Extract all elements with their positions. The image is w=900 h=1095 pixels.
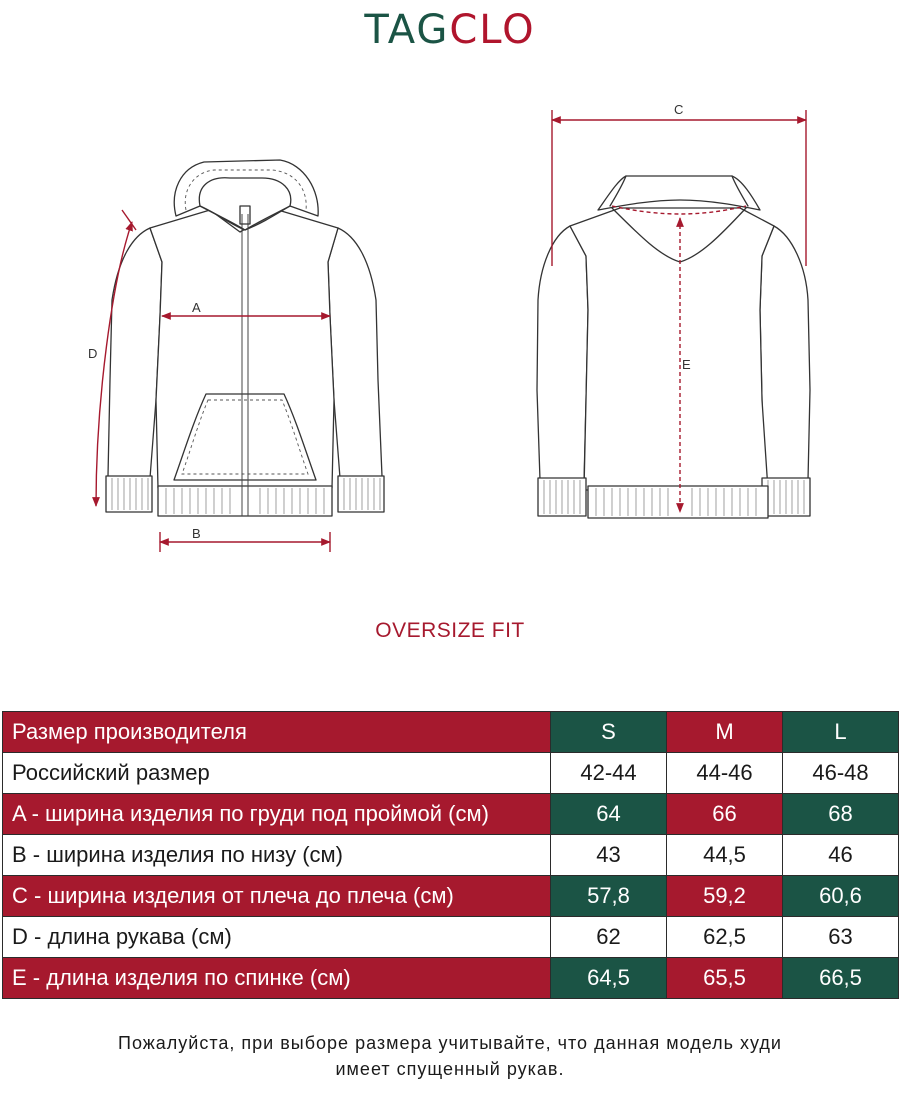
cell-value: 60,6 bbox=[783, 876, 899, 917]
table-row bbox=[3, 794, 899, 835]
cell-value: 65,5 bbox=[667, 958, 783, 999]
table-row bbox=[3, 835, 899, 876]
back-waistband bbox=[588, 486, 768, 518]
row-label: E - длина изделия по спинке (см) bbox=[3, 958, 551, 999]
cell-value: 66 bbox=[667, 794, 783, 835]
header-size-m: M bbox=[667, 712, 783, 753]
measure-label-e: E bbox=[682, 357, 691, 372]
cell-value: 62,5 bbox=[667, 917, 783, 958]
cell-value: 46-48 bbox=[783, 753, 899, 794]
brand-logo-clo: CLO bbox=[449, 7, 536, 53]
table-row bbox=[3, 958, 899, 999]
table-row bbox=[3, 917, 899, 958]
size-note-line-1: Пожалуйста, при выборе размера учитывайте, что данная модель худи bbox=[118, 1033, 782, 1053]
table-row bbox=[3, 876, 899, 917]
front-left-sleeve bbox=[108, 228, 162, 478]
row-label: A - ширина изделия по груди под проймой (см) bbox=[3, 794, 551, 835]
front-waistband bbox=[158, 486, 332, 516]
measure-label-a: A bbox=[192, 300, 201, 315]
measure-label-c: C bbox=[674, 102, 684, 117]
fit-title: OVERSIZE FIT bbox=[375, 619, 525, 642]
row-label: Российский размер bbox=[3, 753, 551, 794]
front-right-sleeve bbox=[328, 228, 382, 478]
back-view bbox=[537, 102, 810, 518]
header-label-cell: Размер производителя bbox=[3, 712, 551, 753]
cell-value: 59,2 bbox=[667, 876, 783, 917]
measure-label-d: D bbox=[88, 346, 98, 361]
cell-value: 43 bbox=[551, 835, 667, 876]
row-label: C - ширина изделия от плеча до плеча (см) bbox=[3, 876, 551, 917]
cell-value: 63 bbox=[783, 917, 899, 958]
cell-value: 46 bbox=[783, 835, 899, 876]
cell-value: 57,8 bbox=[551, 876, 667, 917]
cell-value: 66,5 bbox=[783, 958, 899, 999]
table-row bbox=[3, 753, 899, 794]
cell-value: 68 bbox=[783, 794, 899, 835]
cell-value: 64,5 bbox=[551, 958, 667, 999]
front-left-cuff bbox=[106, 476, 152, 512]
back-right-sleeve bbox=[760, 226, 810, 482]
back-hood bbox=[598, 176, 760, 210]
cell-value: 62 bbox=[551, 917, 667, 958]
size-note bbox=[0, 1030, 900, 1082]
header-size-s: S bbox=[551, 712, 667, 753]
back-body bbox=[570, 208, 774, 490]
back-left-sleeve bbox=[537, 226, 588, 482]
cell-value: 42-44 bbox=[551, 753, 667, 794]
cell-value: 44,5 bbox=[667, 835, 783, 876]
size-note-line-2: имеет спущенный рукав. bbox=[335, 1059, 565, 1079]
measure-label-b: B bbox=[192, 526, 201, 541]
row-label: D - длина рукава (см) bbox=[3, 917, 551, 958]
cell-value: 44-46 bbox=[667, 753, 783, 794]
size-chart-table bbox=[2, 711, 899, 999]
table-header-row bbox=[3, 712, 899, 753]
front-right-cuff bbox=[338, 476, 384, 512]
row-label: B - ширина изделия по низу (см) bbox=[3, 835, 551, 876]
front-view bbox=[88, 160, 384, 552]
front-body bbox=[150, 210, 338, 488]
cell-value: 64 bbox=[551, 794, 667, 835]
header-size-l: L bbox=[783, 712, 899, 753]
brand-logo-tag: TAG bbox=[364, 7, 450, 53]
